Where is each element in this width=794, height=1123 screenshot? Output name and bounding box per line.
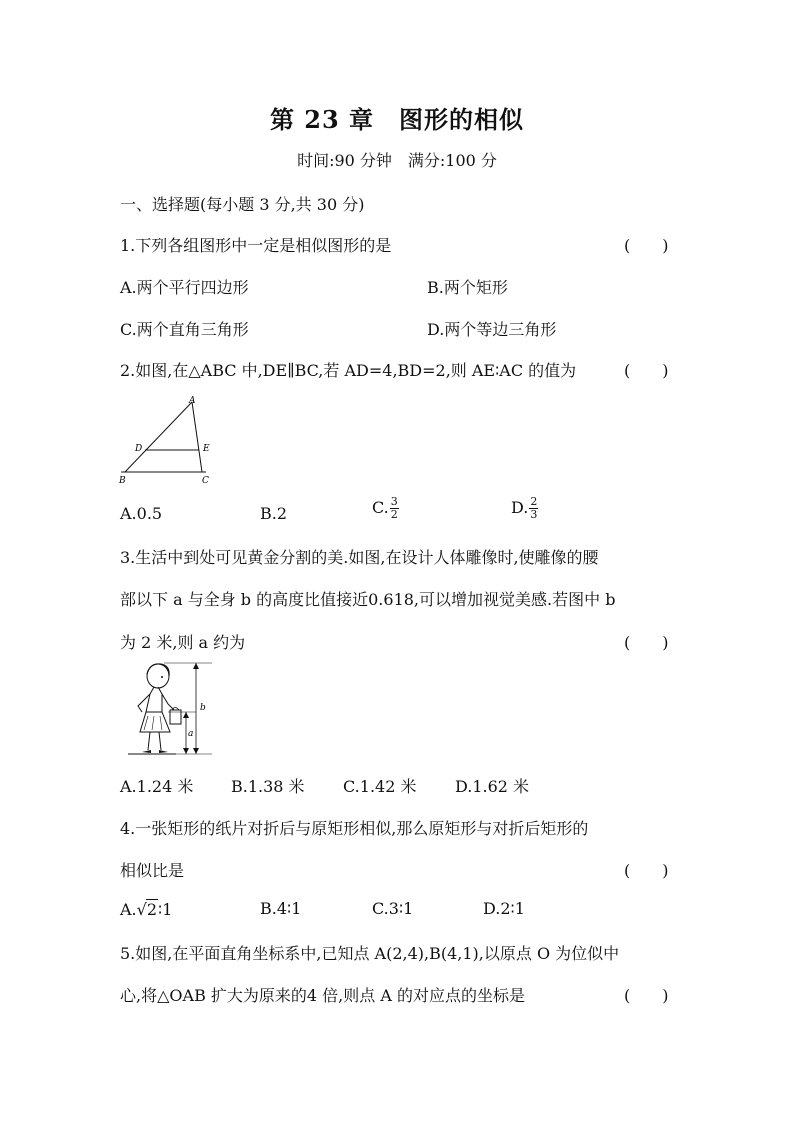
arrow-b-top	[193, 663, 199, 669]
q1-option-b: B.两个矩形	[427, 278, 508, 297]
q4-option-a	[120, 899, 172, 919]
q3-answer-blank: ( )	[624, 633, 669, 652]
label-c: C	[202, 476, 209, 486]
hair-stroke	[147, 664, 169, 676]
frac-numerator: 2	[530, 495, 538, 508]
q3-option-a: A.1.24 米	[120, 777, 194, 796]
fraction-3-2	[390, 496, 399, 521]
arrow-b-bottom	[193, 748, 199, 754]
label-b: b	[200, 703, 206, 713]
right-shoe	[159, 750, 168, 753]
frac-denominator: 3	[530, 508, 538, 521]
q3-option-d: D.1.62 米	[455, 777, 530, 796]
option-c-prefix: C.	[372, 498, 389, 517]
option-d-prefix: D.	[511, 498, 529, 517]
frac-numerator: 3	[390, 495, 398, 508]
arrow-a-bottom	[183, 748, 189, 754]
section-heading: 一、选择题(每小题 3 分,共 30 分)	[120, 195, 365, 214]
q2-option-b: B.2	[260, 504, 288, 523]
q2-option-c	[372, 496, 399, 521]
q1-option-a: A.两个平行四边形	[120, 278, 249, 297]
q4-stem-line-1: 4.一张矩形的纸片对折后与原矩形相似,那么原矩形与对折后矩形的	[120, 819, 589, 838]
option-a-ratio: ∶1	[158, 900, 173, 919]
q3-option-b: B.1.38 米	[231, 777, 305, 796]
square-root	[137, 899, 158, 919]
q2-answer-blank: ( )	[624, 361, 669, 380]
frac-denominator: 2	[390, 508, 398, 521]
q2-triangle-figure	[116, 392, 220, 486]
q4-answer-blank: ( )	[624, 861, 669, 880]
eye-dot	[161, 676, 163, 678]
right-arm	[162, 694, 174, 710]
q3-statue-figure	[124, 660, 214, 758]
label-d: D	[135, 444, 143, 454]
radicand: 2	[146, 900, 158, 919]
label-e: E	[203, 444, 210, 454]
q2-option-d	[511, 496, 538, 521]
label-a: A	[189, 396, 196, 406]
torso-outline	[146, 687, 162, 712]
fraction-2-3	[529, 496, 538, 521]
side-ab	[125, 402, 192, 472]
q5-stem-line-2: 心,将△OAB 扩大为原来的4 倍,则点 A 的对应点的坐标是	[120, 986, 525, 1005]
q3-option-c: C.1.42 米	[343, 777, 417, 796]
q3-stem-line-1: 3.生活中到处可见黄金分割的美.如图,在设计人体雕像时,使雕像的腰	[120, 548, 599, 567]
q1-answer-blank: ( )	[624, 236, 669, 255]
q2-stem: 2.如图,在△ABC 中,DE∥BC,若 AD=4,BD=2,则 AE∶AC 的值为	[120, 361, 577, 380]
q5-answer-blank: ( )	[624, 986, 669, 1005]
left-shoe	[142, 750, 151, 753]
q1-option-c: C.两个直角三角形	[120, 320, 249, 339]
side-ac	[192, 402, 202, 472]
option-a-prefix: A.	[120, 900, 137, 919]
q3-stem-line-3: 为 2 米,则 a 约为	[120, 633, 246, 652]
skirt-hatch	[152, 716, 154, 730]
q2-option-a: A.0.5	[120, 504, 163, 523]
q4-option-b: B.4∶1	[260, 899, 302, 918]
left-leg	[148, 732, 150, 750]
q4-option-d: D.2∶1	[483, 899, 525, 918]
q5-stem-line-1: 5.如图,在平面直角坐标系中,已知点 A(2,4),B(4,1),以原点 O 为位似中	[120, 944, 620, 963]
arrow-a-top	[183, 712, 189, 718]
label-a: a	[188, 729, 194, 739]
right-leg	[159, 732, 161, 750]
q1-stem: 1.下列各组图形中一定是相似图形的是	[120, 236, 392, 255]
radical-sign: √	[136, 900, 147, 919]
q3-stem-line-2: 部以下 a 与全身 b 的高度比值接近0.618,可以增加视觉美感.若图中 b	[120, 590, 616, 609]
label-b: B	[119, 476, 126, 486]
q4-option-c: C.3∶1	[372, 899, 414, 918]
q4-stem-line-2: 相似比是	[120, 861, 185, 880]
page-title: 第 23 章 图形的相似	[269, 105, 525, 134]
skirt-hatch	[160, 716, 162, 730]
q1-option-d: D.两个等边三角形	[427, 320, 557, 339]
exam-info: 时间:90 分钟 满分:100 分	[297, 151, 497, 170]
